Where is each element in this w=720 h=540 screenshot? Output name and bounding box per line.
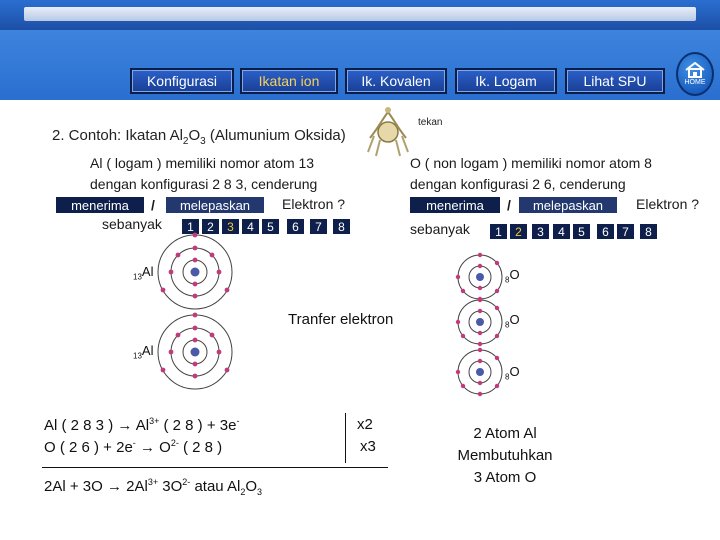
aluminium-equation: Al ( 2 8 3 ) → $Al^{3+}$ ( 2 8 ) + 3e-: [44, 416, 240, 434]
conclusion-text: [430, 423, 580, 489]
al-number-option[interactable]: 6: [287, 219, 304, 234]
o-number-option[interactable]: 1: [490, 224, 507, 239]
al-number-option[interactable]: 5: [262, 219, 279, 234]
aluminium-label-1: $_{13}$Al: [133, 264, 154, 282]
total-equation: $2Al + 3O \to 2Al^{3+}$ $3O^{2-}$ atau $Al_2O_3$: [44, 477, 263, 497]
al-number-option[interactable]: 2: [202, 219, 219, 234]
page-title: 2. Contoh: Ikatan $Al_2O_3$ (Alumunium Oksida): [52, 127, 346, 147]
al-amount-label: sebanyak: [102, 216, 162, 232]
multiplier-2: x3: [360, 438, 376, 455]
nav-ikatan-kovalen-button[interactable]: Ik. Kovalen: [345, 68, 447, 94]
o-number-option[interactable]: 3: [532, 224, 549, 239]
al-number-option-selected[interactable]: 3: [222, 219, 239, 234]
sum-line: [42, 467, 388, 468]
aluminium-label-2: $_{13}$Al: [133, 343, 154, 361]
o-description-line1: O ( non logam ) memiliki nomor atom 8: [410, 155, 652, 171]
al-description-line2: dengan konfigurasi 2 8 3, cenderung: [90, 176, 318, 192]
o-number-option[interactable]: 4: [553, 224, 570, 239]
al-number-option[interactable]: 1: [182, 219, 199, 234]
conclusion-line: 3 Atom O: [473, 469, 537, 486]
o-description-line2: dengan konfigurasi 2 6, cenderung: [410, 176, 626, 192]
al-slash: /: [151, 197, 155, 213]
nav-ikatan-logam-button[interactable]: Ik. Logam: [455, 68, 557, 94]
nav-konfigurasi-button[interactable]: Konfigurasi: [130, 68, 234, 94]
o-electron-question: Elektron ?: [636, 196, 700, 212]
o-number-option-selected[interactable]: 2: [510, 224, 527, 239]
hint-label: tekan: [418, 117, 443, 128]
o-accept-option[interactable]: menerima: [410, 197, 500, 213]
o-amount-label: sebanyak: [410, 221, 470, 237]
o-number-option[interactable]: 5: [573, 224, 590, 239]
multiplier-1: x2: [357, 416, 373, 433]
aluminium-atom-2: [158, 313, 232, 389]
o-number-option[interactable]: 6: [597, 224, 614, 239]
oxygen-atom-3: [456, 348, 502, 396]
oxygen-label-1: $_8$O: [505, 267, 520, 285]
conclusion-line: 2 Atom Al: [473, 425, 537, 442]
al-electron-question: Elektron ?: [282, 196, 346, 212]
al-number-option[interactable]: 4: [242, 219, 259, 234]
equation-divider: [345, 413, 346, 463]
al-number-option[interactable]: 7: [310, 219, 327, 234]
oxygen-equation: O ( 2 6 ) + $2e^- \to O^{2-}$ ( 2 8 ): [44, 438, 223, 456]
conclusion-line: Membutuhkan: [457, 447, 553, 464]
home-label: HOME: [684, 79, 706, 86]
transfer-label: Tranfer elektron: [288, 311, 394, 328]
nav-ikatan-ion-button[interactable]: Ikatan ion: [240, 68, 338, 94]
al-release-option[interactable]: melepaskan: [166, 197, 264, 213]
oxygen-label-2: $_8$O: [505, 312, 520, 330]
oxygen-atom-2: [456, 298, 502, 346]
al-accept-option[interactable]: menerima: [56, 197, 144, 213]
al-description-line1: Al ( logam ) memiliki nomor atom 13: [90, 155, 315, 171]
aluminium-atom-1: [158, 233, 232, 309]
al-number-option[interactable]: 8: [333, 219, 350, 234]
oxygen-atom-1: [456, 253, 502, 301]
o-number-option[interactable]: 8: [640, 224, 657, 239]
o-number-option[interactable]: 7: [617, 224, 634, 239]
oxygen-label-3: $_8$O: [505, 364, 520, 382]
nav-lihat-spu-button[interactable]: Lihat SPU: [565, 68, 665, 94]
o-release-option[interactable]: melepaskan: [519, 197, 617, 213]
o-slash: /: [507, 197, 511, 213]
